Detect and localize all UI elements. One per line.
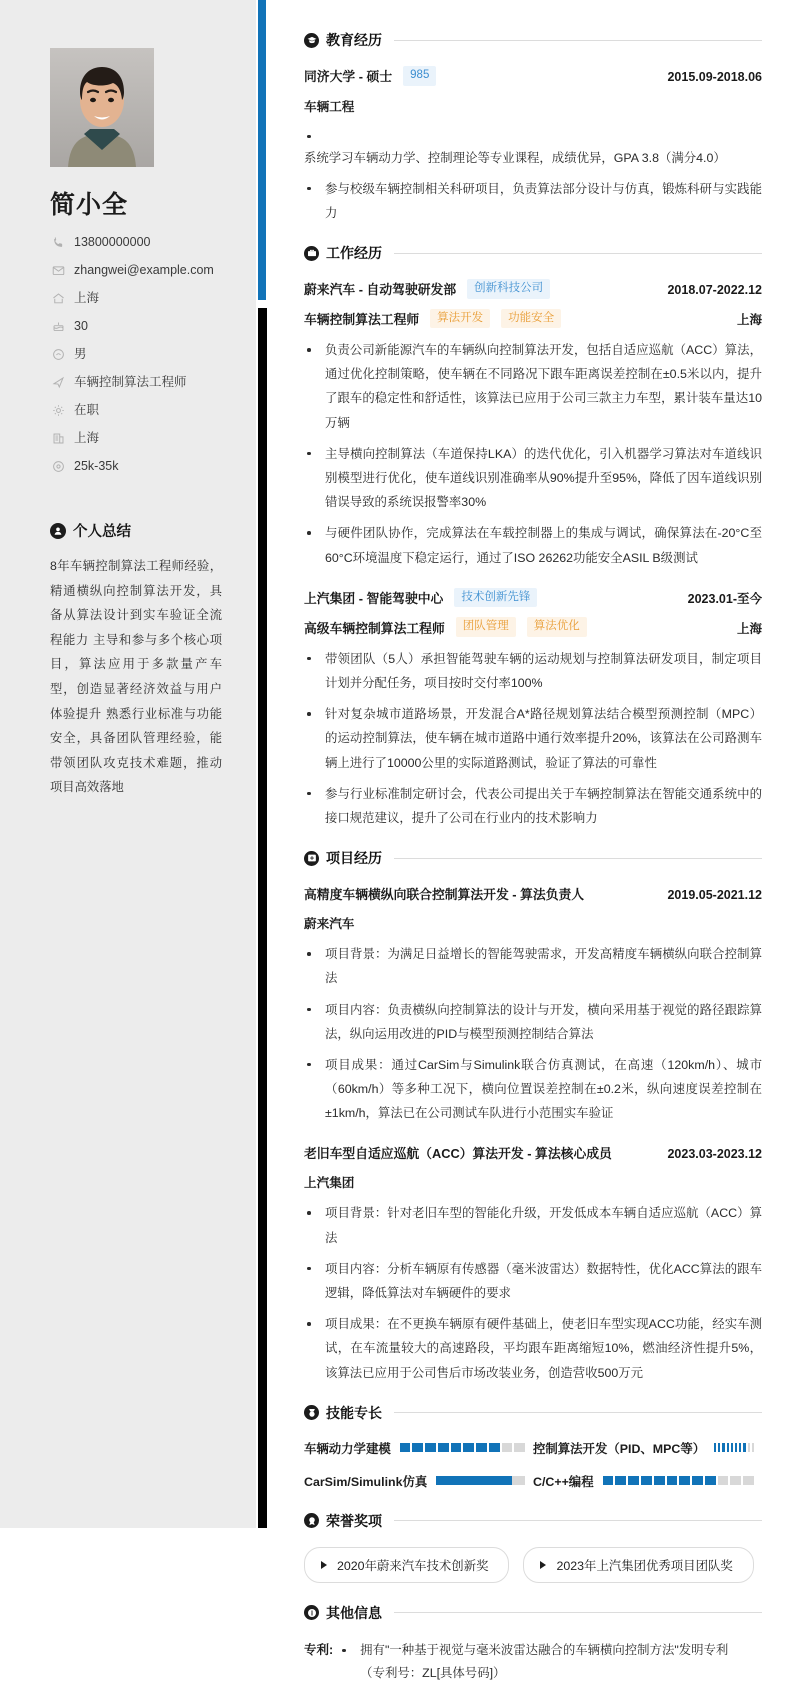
contact-value: zhangwei@example.com [74, 263, 214, 277]
project-org: 上汽集团 [304, 1176, 355, 1191]
section-divider [394, 253, 762, 254]
phone-icon [50, 236, 66, 250]
section-header-skills [304, 1403, 762, 1423]
contact-position [50, 375, 256, 390]
profile-photo [50, 48, 154, 167]
skill-segment [502, 1443, 513, 1452]
skill-item [304, 1439, 533, 1457]
section-other [304, 1603, 762, 1686]
skill-segment [603, 1476, 614, 1485]
project-date: 2023.03-2023.12 [667, 1147, 762, 1162]
skill-segment [727, 1443, 729, 1452]
company-name: 蔚来汽车 - 自动驾驶研发部 [304, 282, 457, 298]
work-bullet: 负责公司新能源汽车的车辆纵向控制算法开发，包括自适应巡航（ACC）算法，通过优化控制策略，使车辆在不同路况下跟车距离误差控制在±0.5米以内，提升了跟车的稳定性和舒适性，该算法已应用于公司三款主力车型，累计装车量达10万辆 [304, 338, 762, 435]
personal-summary [50, 520, 222, 800]
project-bullet: 项目内容：分析车辆原有传感器（毫米波雷达）数据特性，优化ACC算法的跟车逻辑，降低算法对车辆硬件的要求 [304, 1257, 762, 1305]
section-title: 工作经历 [326, 245, 382, 262]
contact-email [50, 263, 256, 278]
company-tag: 创新科技公司 [467, 279, 550, 299]
gender-icon [50, 348, 66, 362]
skill-segment [705, 1476, 716, 1485]
contact-age [50, 319, 256, 334]
skill-level-bar [603, 1476, 754, 1485]
education-major: 车辆工程 [304, 99, 355, 114]
awards-list [304, 1547, 762, 1583]
section-title: 教育经历 [326, 32, 382, 48]
award-chip[interactable] [523, 1547, 753, 1583]
skill-segment [451, 1443, 462, 1452]
work-bullets [304, 338, 762, 570]
photo-container [0, 0, 256, 167]
skill-segment [692, 1476, 703, 1485]
section-divider [394, 1412, 762, 1413]
education-date: 2015.09-2018.06 [667, 70, 762, 85]
section-divider [394, 858, 762, 859]
work-date: 2023.01-至今 [687, 592, 762, 607]
skill-segment [743, 1443, 745, 1452]
skill-segment [731, 1443, 733, 1452]
cake-icon [50, 320, 66, 334]
skill-name: 车辆动力学建模 [304, 1441, 391, 1456]
briefcase-icon [304, 246, 319, 261]
accent-bar-blue [258, 0, 266, 300]
play-triangle-icon [540, 1561, 546, 1569]
skill-segment [654, 1476, 665, 1485]
project-entry [304, 884, 762, 1125]
skill-item [304, 1472, 533, 1490]
section-header-education [304, 30, 762, 50]
role-tag: 算法优化 [527, 617, 587, 637]
project-bullet: 项目内容：负责横纵向控制算法的设计与开发，横向采用基于视觉的路径跟踪算法，纵向运用改进的PID与模型预测控制结合算法 [304, 998, 762, 1046]
skill-segment [718, 1443, 720, 1452]
other-info-body [339, 1639, 762, 1686]
job-role: 高级车辆控制算法工程师 [304, 620, 445, 636]
work-entry-row [304, 588, 762, 608]
section-divider [394, 1612, 762, 1613]
education-bullet: 参与校级车辆控制相关科研项目，负责算法部分设计与仿真，锻炼科研与实践能力 [304, 177, 762, 225]
section-divider [394, 40, 762, 41]
personal-summary-title: 个人总结 [73, 524, 131, 540]
skill-segment [489, 1443, 500, 1452]
skill-segment [722, 1443, 724, 1452]
education-tag: 985 [403, 66, 436, 86]
accent-bar-black [258, 308, 267, 1528]
person-name: 简小全 [50, 191, 129, 219]
skill-segment [743, 1476, 754, 1485]
project-entry [304, 1143, 762, 1384]
skill-level-bar [436, 1476, 525, 1485]
contact-gender [50, 347, 256, 362]
education-entry-row [304, 66, 762, 86]
skill-segment [718, 1476, 729, 1485]
work-location: 上海 [736, 621, 762, 636]
project-bullets [304, 942, 762, 1125]
contact-value: 上海 [74, 291, 100, 305]
work-role-row [304, 617, 762, 637]
section-title: 项目经历 [326, 850, 382, 867]
bullet-marker [304, 125, 762, 139]
skill-segment [628, 1476, 639, 1485]
home-icon [50, 292, 66, 306]
work-role-left [304, 309, 561, 329]
skill-item [533, 1439, 762, 1457]
contact-status [50, 403, 256, 418]
personal-summary-header [50, 520, 222, 541]
medal-icon [304, 1405, 319, 1420]
skill-segment [735, 1443, 737, 1452]
education-entry [304, 66, 762, 225]
building-icon [50, 432, 66, 446]
skill-segment [463, 1443, 474, 1452]
contact-value: 在职 [74, 403, 100, 417]
contact-list [50, 235, 256, 474]
skill-segment [438, 1443, 449, 1452]
education-bullets [304, 125, 762, 226]
other-info-row [304, 1639, 762, 1686]
education-entry-left [304, 66, 436, 86]
work-role-left [304, 617, 587, 637]
award-label: 2023年上汽集团优秀项目团队奖 [556, 1558, 733, 1573]
coin-icon [50, 460, 66, 474]
skill-fill [436, 1476, 511, 1485]
play-triangle-icon [321, 1561, 327, 1569]
company-name: 上汽集团 - 智能驾驶中心 [304, 591, 444, 607]
skill-level-bar [714, 1443, 754, 1452]
company-tag: 技术创新先锋 [454, 588, 537, 608]
project-bullets [304, 1201, 762, 1384]
section-title: 荣誉奖项 [326, 1512, 382, 1529]
role-tag: 团队管理 [456, 617, 516, 637]
rocket-icon [50, 376, 66, 390]
section-header-other [304, 1603, 762, 1623]
contact-value: 男 [74, 347, 87, 361]
section-skills [304, 1403, 762, 1505]
skill-name: 控制算法开发（PID、MPC等） [533, 1441, 706, 1456]
school-name: 同济大学 - 硕士 [304, 69, 393, 85]
section-awards [304, 1511, 762, 1583]
work-entry-left [304, 279, 550, 299]
work-location: 上海 [736, 312, 762, 327]
section-header-work [304, 243, 762, 263]
skill-item [533, 1472, 762, 1490]
section-work [304, 243, 762, 830]
work-entry-row [304, 279, 762, 299]
skill-segment [615, 1476, 626, 1485]
section-title: 技能专长 [326, 1404, 382, 1421]
skill-level-bar [400, 1443, 525, 1452]
skill-segment [714, 1443, 716, 1452]
project-bullet: 项目背景：为满足日益增长的智能驾驶需求，开发高精度车辆横纵向联合控制算法 [304, 942, 762, 990]
skill-segment [739, 1443, 741, 1452]
work-entry [304, 588, 762, 830]
work-bullet: 主导横向控制算法（车道保持LKA）的迭代优化，引入机器学习算法对车道线识别模型进行优化，使车道线识别准确率从90%提升至95%，降低了因车道线识别错误导致的系统误报警率30% [304, 442, 762, 515]
sidebar [0, 0, 256, 1528]
section-divider [394, 1520, 762, 1521]
work-bullet: 与硬件团队协作，完成算法在车载控制器上的集成与调试，确保算法在-20°C至60°C环境温度下稳定运行，通过了ISO 26262功能安全ASIL B级测试 [304, 521, 762, 569]
user-circle-icon [50, 523, 66, 539]
other-info-bullet: 拥有"一种基于视觉与毫米波雷达融合的车辆横向控制方法"发明专利 [339, 1639, 762, 1663]
project-name: 高精度车辆横纵向联合控制算法开发 - 算法负责人 [304, 887, 585, 903]
education-bullet: 系统学习车辆动力学、控制理论等专业课程，成绩优异，GPA 3.8（满分4.0） [304, 150, 726, 165]
skill-segment [400, 1443, 411, 1452]
gear-icon [50, 404, 66, 418]
skill-segment [641, 1476, 652, 1485]
skill-segment [730, 1476, 741, 1485]
contact-city [50, 291, 256, 306]
section-projects [304, 848, 762, 1385]
other-info-subline: （专利号：ZL[具体号码]） [360, 1666, 506, 1681]
work-bullet: 针对复杂城市道路场景，开发混合A*路径规划算法结合模型预测控制（MPC）的运动控制算法，使车辆在城市道路中通行效率提升20%，该算法在公司路测车辆上进行了10000公里的实际道路测试，验证了算法的可靠性 [304, 702, 762, 775]
award-icon [304, 1513, 319, 1528]
work-entry [304, 279, 762, 570]
skill-segment [476, 1443, 487, 1452]
work-entry-left [304, 588, 537, 608]
project-icon [304, 851, 319, 866]
section-header-projects [304, 848, 762, 868]
award-label: 2020年蔚来汽车技术创新奖 [337, 1558, 489, 1573]
work-bullets [304, 647, 762, 830]
skill-segment [752, 1443, 754, 1452]
contact-value: 13800000000 [74, 235, 151, 249]
job-role: 车辆控制算法工程师 [304, 311, 420, 327]
skill-segment [679, 1476, 690, 1485]
skill-segment [514, 1443, 525, 1452]
skill-segment [412, 1443, 423, 1452]
project-entry-row [304, 1143, 762, 1162]
work-role-row [304, 309, 762, 329]
contact-value: 30 [74, 319, 88, 333]
graduation-cap-icon [304, 33, 319, 48]
role-tag: 功能安全 [501, 309, 561, 329]
work-bullet: 参与行业标准制定研讨会，代表公司提出关于车辆控制算法在智能交通系统中的接口规范建议，提升了公司在行业内的技术影响力 [304, 782, 762, 830]
project-date: 2019.05-2021.12 [667, 888, 762, 903]
info-icon [304, 1605, 319, 1620]
skill-name: C/C++编程 [533, 1474, 594, 1489]
role-tag: 算法开发 [430, 309, 490, 329]
work-bullet: 带领团队（5人）承担智能驾驶车辆的运动规划与控制算法研发项目，制定项目计划并分配任务，项目按时交付率100% [304, 647, 762, 695]
skill-segment [748, 1443, 750, 1452]
contact-value: 25k-35k [74, 459, 119, 473]
main-content [256, 0, 794, 1681]
skill-name: CarSim/Simulink仿真 [304, 1474, 428, 1489]
contact-value: 上海 [74, 431, 100, 445]
skills-grid [304, 1439, 762, 1505]
project-bullet: 项目成果：通过CarSim与Simulink联合仿真测试，在高速（120km/h）、城市（60km/h）等多种工况下，横向位置误差控制在±0.2米，纵向速度误差控制在±1km/h，算法已在公司测试车队进行小范围实车验证 [304, 1053, 762, 1126]
personal-summary-text: 8年车辆控制算法工程师经验，精通横纵向控制算法开发，具备从算法设计到实车验证全流程能力 主导和参与多个核心项目，算法应用于多款量产车型，创造显著经济效益与用户体验提升 熟悉行业标准与功能安全，具备团队管理经验，能带领团队攻克技术难题，推动项目高效落地 [50, 559, 222, 795]
contact-salary [50, 459, 256, 474]
project-name: 老旧车型自适应巡航（ACC）算法开发 - 算法核心成员 [304, 1146, 612, 1162]
contact-phone [50, 235, 256, 250]
contact-value: 车辆控制算法工程师 [74, 375, 187, 389]
section-education [304, 30, 762, 225]
other-info-label: 专利: [304, 1642, 334, 1657]
contact-workplace [50, 431, 256, 446]
project-org: 蔚来汽车 [304, 917, 355, 932]
project-bullet: 项目成果：在不更换车辆原有硬件基础上，使老旧车型实现ACC功能，经实车测试，在车流量较大的高速路段，平均跟车距离缩短10%，燃油经济性提升5%，该算法已应用于公司售后市场改装业务，创造营收500万元 [304, 1312, 762, 1385]
skill-segment [425, 1443, 436, 1452]
section-title: 其他信息 [326, 1604, 382, 1621]
mail-icon [50, 264, 66, 278]
project-bullet: 项目背景：针对老旧车型的智能化升级，开发低成本车辆自适应巡航（ACC）算法 [304, 1201, 762, 1249]
work-date: 2018.07-2022.12 [667, 283, 762, 298]
award-chip[interactable] [304, 1547, 509, 1583]
skill-segment [667, 1476, 678, 1485]
project-entry-row [304, 884, 762, 903]
